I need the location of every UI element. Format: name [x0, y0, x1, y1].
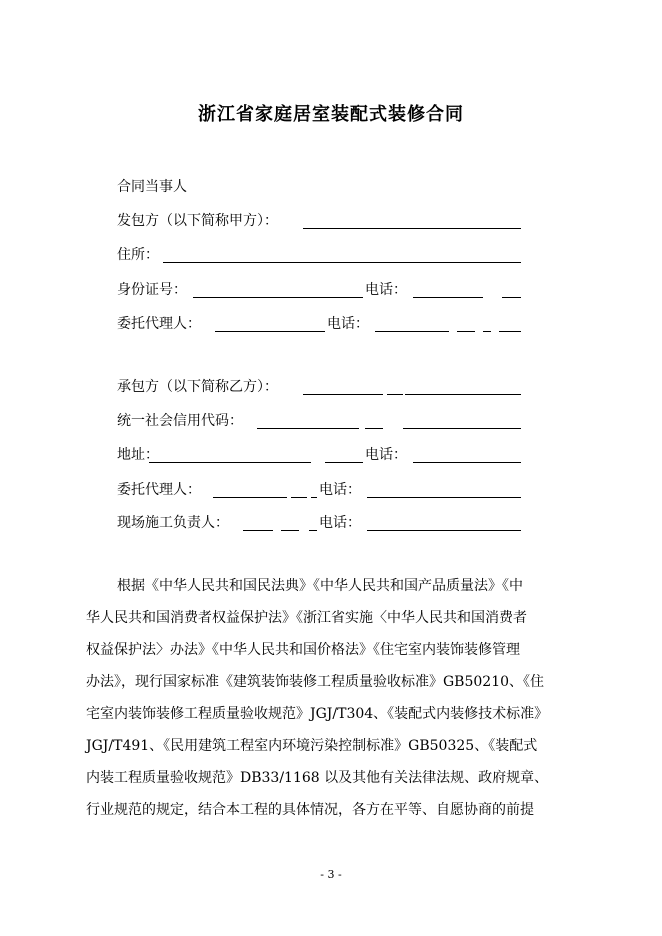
field-party-a-client	[117, 210, 527, 232]
blank-agent-a[interactable]	[215, 331, 325, 332]
document-title: 浙江省家庭居室装配式装修合同	[198, 104, 464, 125]
label-phone-b: 电话：	[365, 447, 407, 463]
field-party-b-site-manager	[117, 512, 527, 534]
paragraph-line: 办法》，现行国家标准《建筑装饰装修工程质量验收标准》GB50210、《住	[86, 674, 545, 690]
paragraph-line: 行业规范的规定，结合本工程的具体情况，各方在平等、自愿协商的前提	[86, 802, 534, 818]
blank-agent-b-3[interactable]	[311, 497, 317, 498]
label-agent-a: 委托代理人：	[117, 316, 201, 332]
label-agent-phone-b: 电话：	[319, 482, 361, 498]
blank-phone-a-ext[interactable]	[502, 297, 521, 298]
paragraph-line: 华人民共和国消费者权益保护法》《浙江省实施〈中华人民共和国消费者	[86, 610, 527, 626]
label-phone-a: 电话：	[365, 282, 407, 298]
section-label-parties: 合同当事人	[117, 179, 187, 195]
blank-agent-phone-a-2[interactable]	[457, 331, 475, 332]
blank-agent-phone-a-3[interactable]	[483, 331, 491, 332]
field-party-b-credit-code	[117, 410, 527, 432]
field-party-b-agent	[117, 479, 527, 501]
paragraph-line: 内装工程质量验收规范》DB33/1168 以及其他有关法律法规、政府规章、	[86, 770, 549, 786]
blank-agent-phone-a[interactable]	[375, 331, 449, 332]
page-number: - 3 -	[320, 868, 342, 881]
blank-address-b[interactable]	[149, 462, 311, 463]
blank-agent-b[interactable]	[213, 497, 287, 498]
paragraph-line: 根据《中华人民共和国民法典》《中华人民共和国产品质量法》《中	[117, 578, 523, 594]
blank-site-manager-3[interactable]	[309, 530, 317, 531]
label-id-number: 身份证号：	[117, 282, 187, 298]
blank-address-b-2[interactable]	[325, 462, 363, 463]
blank-site-manager[interactable]	[243, 530, 273, 531]
blank-id-number[interactable]	[193, 297, 363, 298]
field-party-b-address	[117, 444, 527, 466]
field-party-a-id	[117, 279, 527, 301]
blank-contractor-2[interactable]	[387, 394, 403, 395]
field-party-b-contractor	[117, 376, 527, 398]
label-address-b: 地址：	[117, 447, 159, 463]
label-client: 发包方（以下简称甲方）：	[117, 213, 278, 229]
blank-agent-b-2[interactable]	[291, 497, 307, 498]
blank-site-manager-2[interactable]	[281, 530, 299, 531]
label-site-manager: 现场施工负责人：	[117, 515, 229, 531]
blank-agent-phone-b[interactable]	[367, 497, 521, 498]
paragraph-line: JGJ/T491、《民用建筑工程室内环境污染控制标准》GB50325、《装配式	[86, 738, 538, 754]
label-credit-code: 统一社会信用代码：	[117, 413, 243, 429]
label-address-a: 住所：	[117, 247, 159, 263]
blank-contractor[interactable]	[303, 394, 383, 395]
blank-agent-phone-a-4[interactable]	[499, 331, 521, 332]
field-party-a-address	[117, 244, 527, 266]
label-contractor: 承包方（以下简称乙方）：	[117, 379, 278, 395]
label-agent-phone-a: 电话：	[327, 316, 369, 332]
blank-credit-code-3[interactable]	[403, 428, 521, 429]
paragraph-line: 宅室内装饰装修工程质量验收规范》JGJ/T304、《装配式内装修技术标准》	[86, 706, 549, 722]
blank-phone-b[interactable]	[413, 462, 521, 463]
preamble-paragraph	[86, 570, 576, 826]
blank-client[interactable]	[303, 228, 521, 229]
paragraph-line: 权益保护法〉办法》《中华人民共和国价格法》《住宅室内装饰装修管理	[86, 642, 520, 658]
blank-contractor-3[interactable]	[405, 394, 521, 395]
blank-credit-code[interactable]	[257, 428, 359, 429]
blank-site-phone[interactable]	[367, 530, 521, 531]
label-agent-b: 委托代理人：	[117, 482, 201, 498]
blank-phone-a[interactable]	[413, 297, 483, 298]
blank-credit-code-2[interactable]	[365, 428, 383, 429]
blank-address-a[interactable]	[163, 262, 521, 263]
field-party-a-agent	[117, 313, 527, 335]
label-site-phone: 电话：	[319, 515, 361, 531]
